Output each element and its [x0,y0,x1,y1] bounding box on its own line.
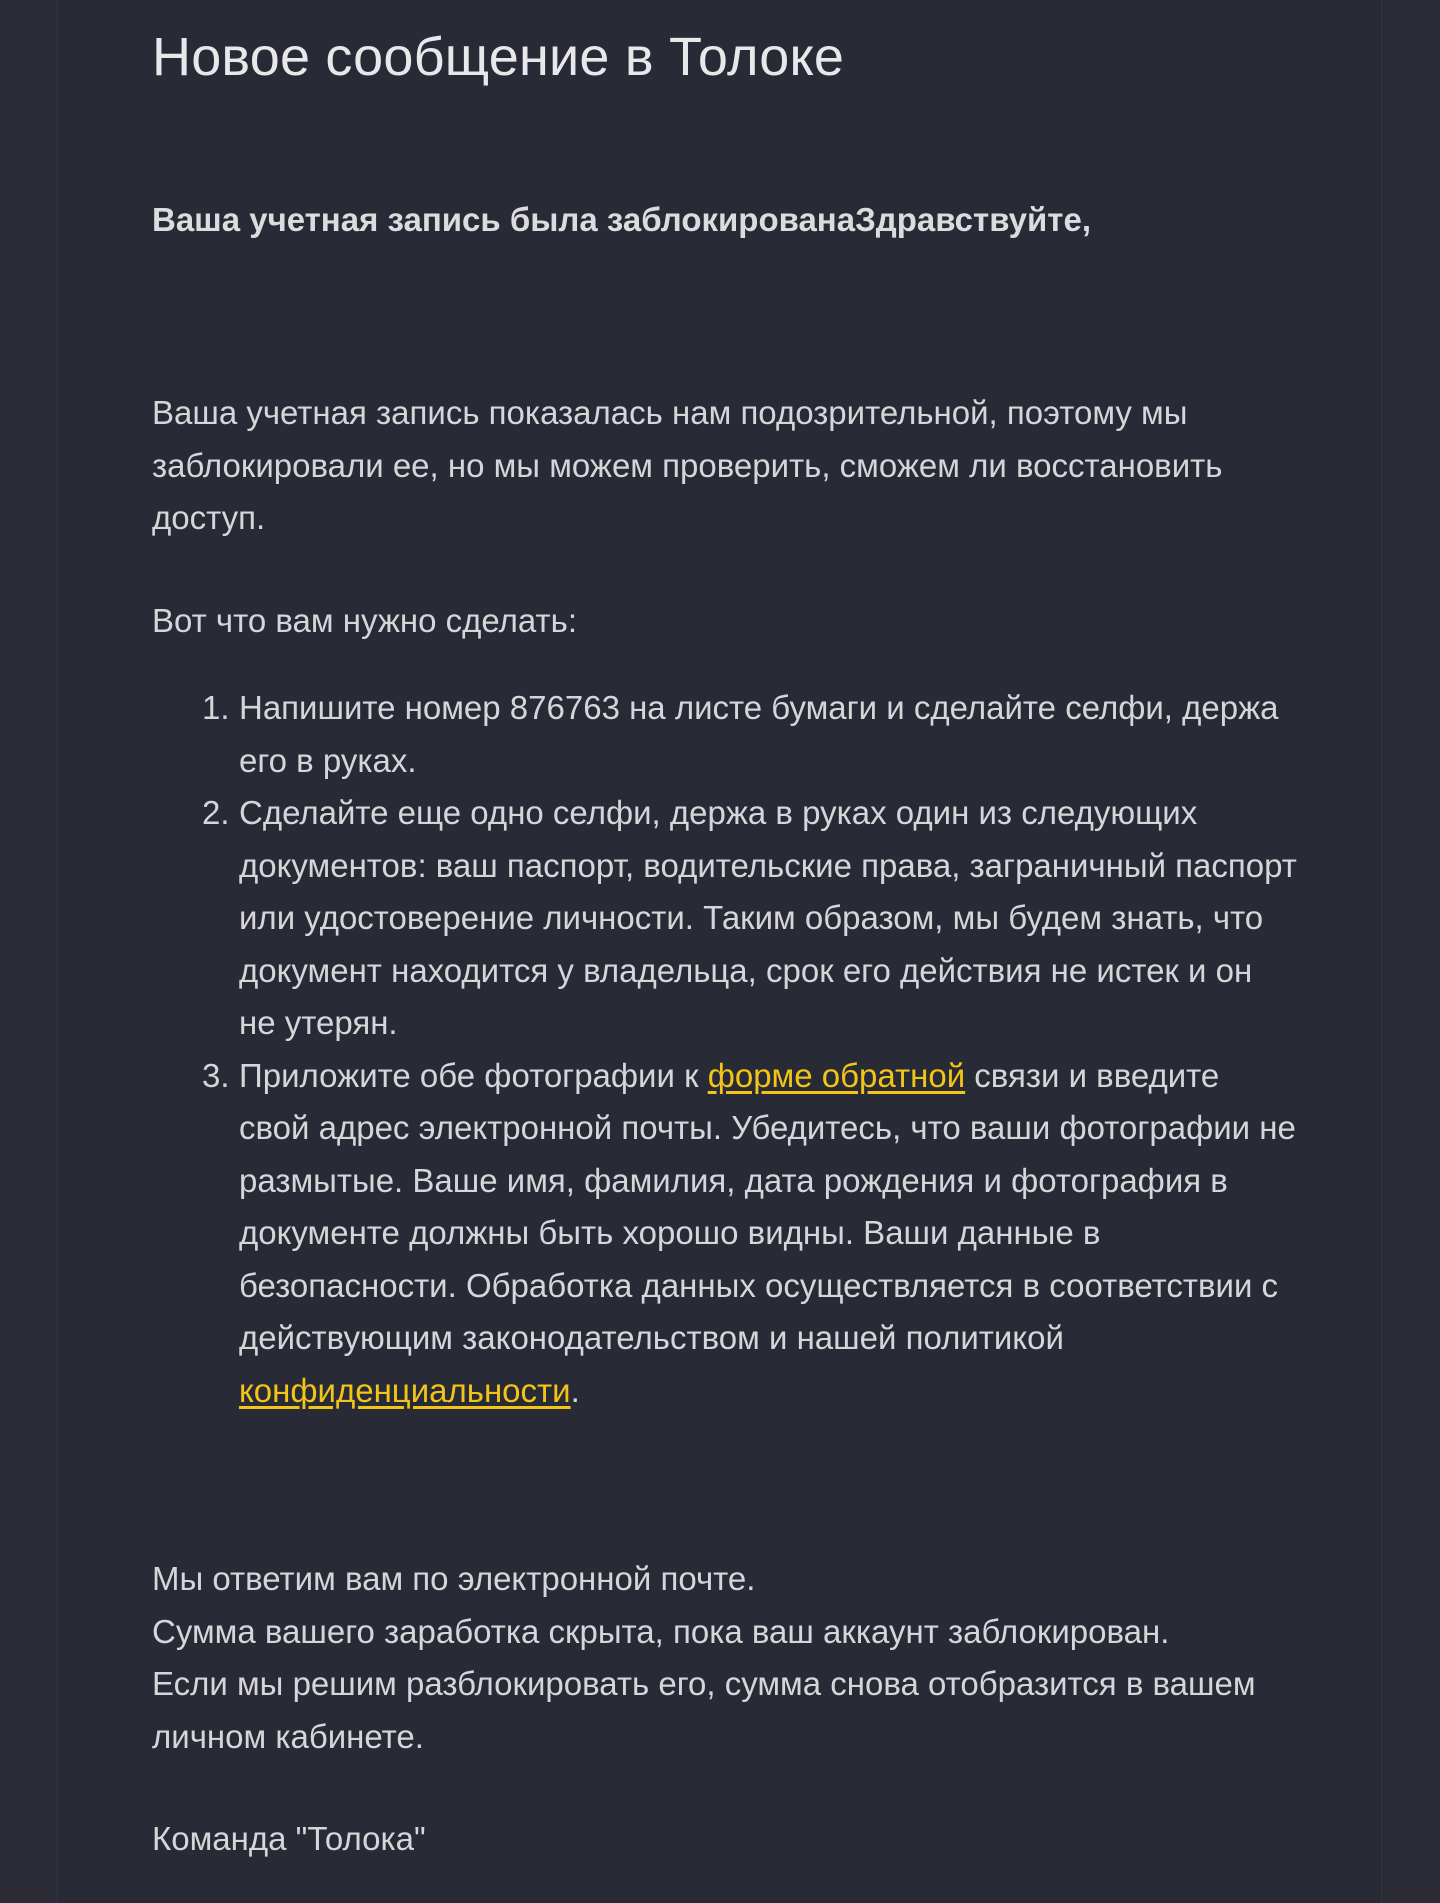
step-text: Сделайте еще одно селфи, держа в руках один из следующих документов: ваш паспорт, водительские права, заграничный паспорт или удостоверение личности. Таким образом, мы будем знать, что документ находится у владельца, срок его действия не истек и он не утерян. [239,794,1297,1041]
feedback-form-link[interactable]: форме обратной [707,1056,966,1094]
step-number: 3. [202,1056,230,1094]
email-title: Новое сообщение в Толоке [152,27,845,87]
step-number: 1. [202,689,230,726]
list-item [152,682,1297,787]
step-text-middle: связи и введите свой адрес электронной почты. Убедитесь, что ваши фотографии не размытые. Ваше имя, фамилия, дата рождения и фотография в документе должны быть хорошо видны. Ваши данные в безопасности. Обработка данных осуществляется в соответствии с действующим законодательством и нашей политикой [239,1056,1296,1356]
closing-block [152,1553,1297,1763]
step-text-start: Приложите обе фотографии к [239,1056,708,1094]
closing-line: Сумма вашего заработка скрыта, пока ваш аккаунт заблокирован. [152,1612,1170,1650]
steps-list [152,682,1297,1417]
step-number: 2. [202,794,230,831]
instructions-heading: Вот что вам нужно сделать: [152,602,578,639]
step-text: Напишите номер 876763 на листе бумаги и сделайте селфи, держа его в руках. [239,689,1279,779]
closing-line: Если мы решим разблокировать его, сумма снова отобразится в вашем личном кабинете. [152,1665,1256,1755]
signature: Команда "Толока" [152,1820,426,1857]
closing-line: Мы ответим вам по электронной почте. [152,1560,756,1597]
intro-paragraph: Ваша учетная запись показалась нам подозрительной, поэтому мы заблокировали ее, но мы можем проверить, сможем ли восстановить доступ. [152,394,1223,536]
list-item [152,1050,1297,1418]
email-subject: Ваша учетная запись была заблокированаЗдравствуйте, [152,201,1091,238]
privacy-policy-link[interactable]: конфиденциальности [239,1371,571,1409]
step-text-end: . [570,1371,580,1409]
list-item [152,787,1297,1050]
